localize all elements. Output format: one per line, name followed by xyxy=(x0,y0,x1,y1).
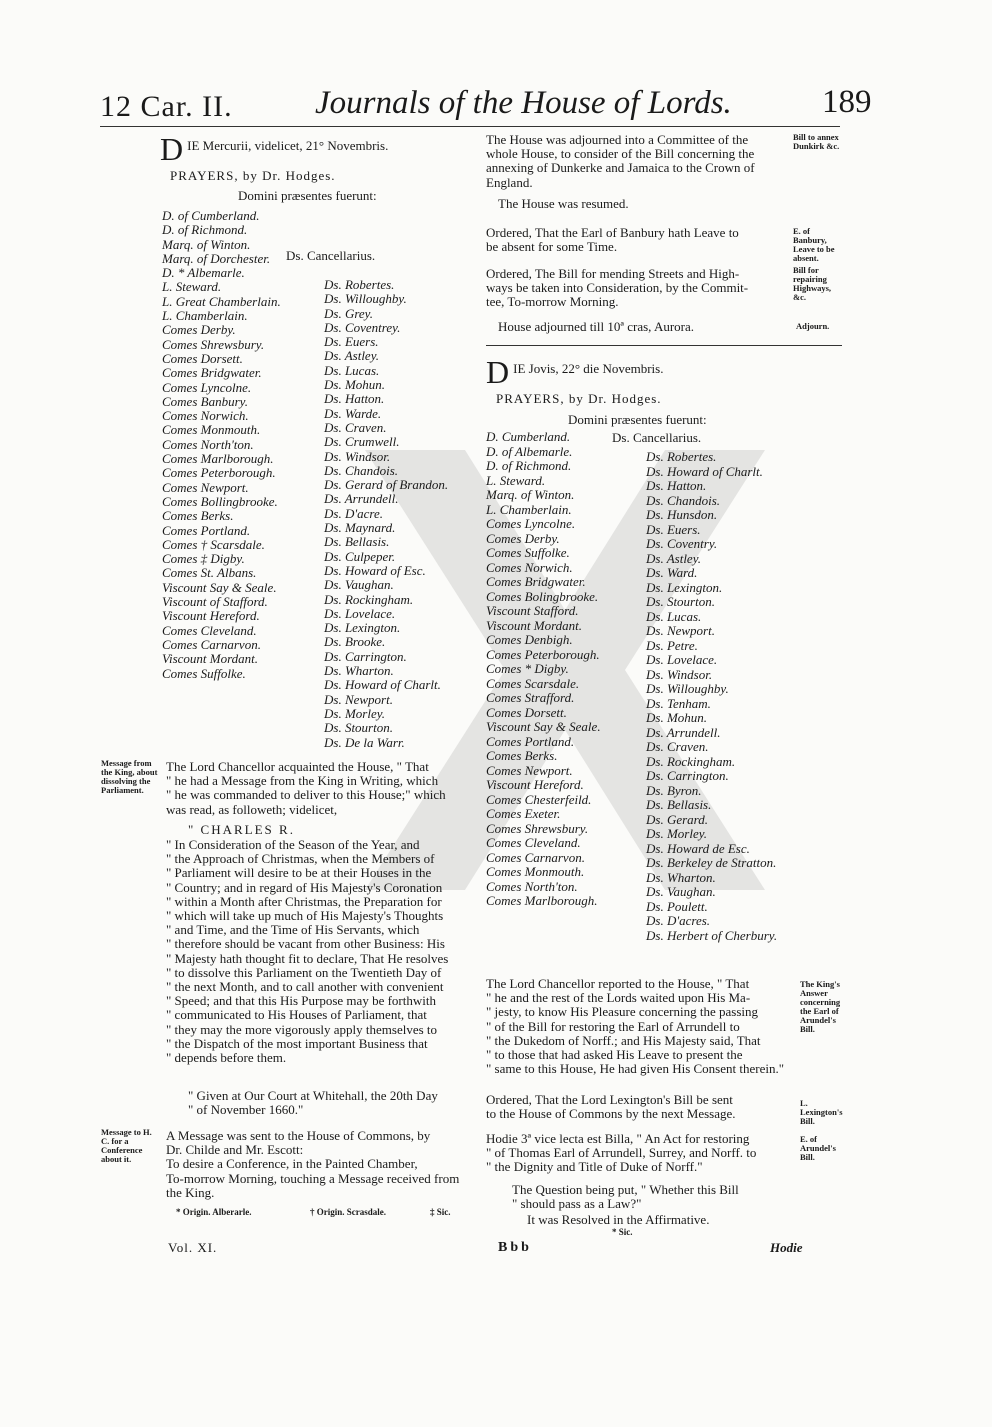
peer-entry: Marq. of Winton. xyxy=(486,487,575,502)
margin-note-arundel-bill: E. of Arundel's Bill. xyxy=(800,1134,836,1162)
text-line: " jesty, to know His Pleasure concerning the passing xyxy=(486,1004,758,1020)
footnote-1: * Origin. Alberarle. xyxy=(176,1207,252,1217)
peer-entry: Ds. D'acre. xyxy=(324,505,383,521)
peer-entry: Ds. Astley. xyxy=(324,348,380,364)
right-p3 xyxy=(486,226,791,254)
text-line: " the Dignity and Title of Duke of Norff." xyxy=(486,1159,703,1175)
text-line: " Country; and in regard of His Majesty's Coronation xyxy=(166,879,443,895)
margin-note-message: Message from the King, about dissolving the Parliament. xyxy=(101,758,158,795)
peer-entry: Ds. Bellasis. xyxy=(646,797,712,812)
peer-entry: Comes Portland. xyxy=(486,733,575,749)
peer-entry: Ds. De la Warr. xyxy=(324,734,405,750)
peer-entry: L. Chamberlain. xyxy=(162,308,248,324)
peer-entry: Ds. Euers. xyxy=(324,334,379,350)
peer-entry: Ds. Hunsdon. xyxy=(646,507,718,522)
right-peers-col2 xyxy=(646,450,777,943)
peer-entry: Comes Shrewsbury. xyxy=(486,820,589,836)
text-line: " they may the more vigorously apply themselves to xyxy=(166,1021,438,1037)
page-number: 189 xyxy=(822,84,872,120)
footnote-sic: * Sic. xyxy=(612,1227,633,1237)
peer-entry: Comes Lyncolne. xyxy=(162,379,252,395)
peer-entry: Ds. Robertes. xyxy=(646,449,717,464)
peer-entry: D. of Richmond. xyxy=(162,222,248,238)
catchword: Hodie xyxy=(770,1240,803,1255)
right-p4 xyxy=(486,267,791,310)
margin-note-lexington: L. Lexington's Bill. xyxy=(800,1098,843,1126)
text-line: " of November 1660." xyxy=(188,1102,304,1118)
peer-entry: Viscount of Stafford. xyxy=(162,594,268,610)
peer-entry: Comes Scarsdale. xyxy=(486,675,580,691)
text-line: " therefore should be vacant from other Business: His xyxy=(166,936,445,952)
margin-note-kings-answer: The King's Answer concerning the Earl of Arundel's Bill. xyxy=(800,979,841,1034)
hodie-paragraph xyxy=(486,1132,798,1175)
peer-entry: Ds. Vaughan. xyxy=(646,884,716,899)
text-line: Ordered, The Bill for mending Streets and High- xyxy=(486,266,740,281)
text-line: ways be taken into Consideration, by the Commit- xyxy=(486,280,749,296)
left-cancellarius: Ds. Cancellarius. xyxy=(286,248,376,263)
peer-entry: D. * Albemarle. xyxy=(162,265,245,281)
peer-entry: D. of Albemarle. xyxy=(486,443,573,459)
peer-entry: Ds. Lexington. xyxy=(324,620,401,636)
peer-entry: D. of Richmond. xyxy=(486,458,572,473)
text-line: the King. xyxy=(166,1184,215,1200)
peer-entry: Comes Monmouth. xyxy=(162,422,261,438)
question-paragraph xyxy=(512,1183,812,1211)
footnote-2: † Origin. Scrasdale. xyxy=(310,1207,386,1217)
given-at-court xyxy=(188,1089,488,1117)
text-line: " he and the rest of the Lords waited upon His Ma- xyxy=(486,990,751,1006)
left-present: Domini præsentes fuerunt: xyxy=(238,188,377,203)
peer-entry: Comes * Digby. xyxy=(486,661,569,676)
peer-entry: Viscount Mordant. xyxy=(486,617,583,633)
peer-entry: Comes Dorsett. xyxy=(162,350,243,366)
right-p1 xyxy=(486,133,791,190)
peer-entry: Comes Derby. xyxy=(486,530,560,546)
margin-note-highways: Bill for repairing Highways, &c. xyxy=(793,265,832,302)
text-line: " the Approach of Christmas, when the Members of xyxy=(166,851,435,867)
peer-entry: Viscount Say & Seale. xyxy=(486,719,601,734)
peer-entry: Comes Berks. xyxy=(162,508,234,524)
peer-entry: L. Steward. xyxy=(486,472,546,488)
text-line: To-morrow Morning, touching a Message received from xyxy=(166,1170,460,1186)
peer-entry: Comes Cleveland. xyxy=(162,622,257,638)
peer-entry: Comes Dorsett. xyxy=(486,704,567,720)
peer-entry: Ds. Lovelace. xyxy=(646,652,718,667)
left-peers-col1 xyxy=(162,209,281,681)
peer-entry: Comes Chesterfeild. xyxy=(486,791,592,807)
left-prayers: PRAYERS, by Dr. Hodges. xyxy=(170,168,336,183)
peer-entry: Ds. Morley. xyxy=(646,826,708,841)
peer-entry: Comes Denbigh. xyxy=(486,632,573,647)
peer-entry: Ds. Chandois. xyxy=(646,492,721,508)
text-line: Hodie 3ª vice lecta est Billa, " An Act for restoring xyxy=(486,1131,750,1146)
margin-note-adjourn: Adjourn. xyxy=(796,321,830,331)
peer-entry: Ds. Howard of Charlt. xyxy=(646,463,763,479)
peer-entry: Viscount Stafford. xyxy=(486,603,579,618)
text-line: " Parliament will desire to be at their Houses in the xyxy=(166,865,432,881)
right-peers-col1 xyxy=(486,430,601,909)
text-line: " Given at Our Court at Whitehall, the 20th Day xyxy=(188,1088,438,1103)
text-line: whole House, to consider of the Bill concerning the xyxy=(486,146,755,162)
signature-mark: Bbb xyxy=(498,1240,532,1255)
peer-entry: Viscount Hereford. xyxy=(162,608,260,624)
right-prayers: PRAYERS, by Dr. Hodges. xyxy=(496,391,662,406)
header-rule xyxy=(100,126,840,127)
peer-entry: Ds. Arrundell. xyxy=(646,724,721,740)
peer-entry: Ds. Windsor. xyxy=(324,448,391,464)
peer-entry: Ds. Tenham. xyxy=(646,695,711,711)
peer-entry: Comes Norwich. xyxy=(486,559,573,575)
chancellor-report xyxy=(486,977,806,1076)
peer-entry: Ds. Lucas. xyxy=(646,608,702,624)
text-line: " within a Month after Christmas, the Preparation for xyxy=(166,893,442,909)
peer-entry: Ds. Byron. xyxy=(646,782,702,798)
peer-entry: Ds. Mohun. xyxy=(324,377,386,393)
peer-entry: Ds. Hatton. xyxy=(646,478,707,493)
left-peers-col2 xyxy=(324,278,448,750)
peer-entry: Viscount Hereford. xyxy=(486,777,584,792)
peer-entry: Viscount Mordant. xyxy=(162,651,259,667)
peer-entry: Ds. Vaughan. xyxy=(324,577,394,593)
peer-entry: Marq. of Dorchester. xyxy=(162,250,271,266)
peer-entry: Viscount Say & Seale. xyxy=(162,579,277,595)
peer-entry: Ds. Craven. xyxy=(324,419,387,435)
peer-entry: Ds. Morley. xyxy=(324,705,386,721)
peer-entry: Ds. Herbert of Cherbury. xyxy=(646,927,778,943)
running-head-title: Journals of the House of Lords. xyxy=(315,85,732,121)
text-line: tee, To-morrow Morning. xyxy=(486,294,619,310)
peer-entry: Ds. Euers. xyxy=(646,521,701,537)
peer-entry: Comes St. Albans. xyxy=(162,565,257,581)
text-line: " Majesty hath thought fit to declare, That He resolves xyxy=(166,950,449,966)
peer-entry: Ds. Lexington. xyxy=(646,579,723,595)
peer-entry: Ds. Rockingham. xyxy=(646,753,736,769)
peer-entry: Ds. Gerard. xyxy=(646,811,708,827)
peer-entry: Ds. Petre. xyxy=(646,637,698,653)
peer-entry: Ds. Carrington. xyxy=(646,768,729,783)
peer-entry: Ds. Berkeley de Stratton. xyxy=(646,855,777,870)
peer-entry: Comes Bridgwater. xyxy=(486,574,586,589)
peer-entry: Comes Newport. xyxy=(486,762,573,778)
text-line: " which will take up much of His Majesty's Thoughts xyxy=(166,908,444,924)
peer-entry: Comes Bridgwater. xyxy=(162,365,262,381)
peer-entry: Comes Suffolke. xyxy=(486,545,570,560)
peer-entry: Comes Portland. xyxy=(162,522,251,538)
peer-entry: Ds. Windsor. xyxy=(646,666,713,682)
peer-entry: Ds. Howard of Esc. xyxy=(324,562,426,578)
text-line: Ordered, That the Lord Lexington's Bill be sent xyxy=(486,1092,733,1107)
peer-entry: Ds. Culpeper. xyxy=(324,548,396,564)
text-line: England. xyxy=(486,174,533,190)
peer-entry: Ds. D'acres. xyxy=(646,913,711,928)
running-head-reign: 12 Car. II. xyxy=(100,90,233,123)
peer-entry: D. of Cumberland. xyxy=(162,208,260,223)
peer-entry: L. Great Chamberlain. xyxy=(162,293,281,309)
peer-entry: Ds. Newport. xyxy=(646,623,715,638)
peer-entry: Comes Bollingbrooke. xyxy=(162,493,278,509)
text-line: " of Thomas Earl of Arrundell, Surrey, and Norff. to xyxy=(486,1145,757,1161)
peer-entry: Comes Peterborough. xyxy=(162,465,276,481)
peer-entry: Ds. Ward. xyxy=(646,565,698,580)
text-line: The Lord Chancellor acquainted the House, " That xyxy=(166,759,429,774)
conference-paragraph xyxy=(166,1129,486,1200)
text-line: " should pass as a Law?" xyxy=(512,1196,642,1212)
peer-entry: Ds. Howard de Esc. xyxy=(646,840,750,856)
peer-entry: Ds. Lovelace. xyxy=(324,605,396,621)
peer-entry: Comes ‡ Digby. xyxy=(162,551,245,567)
text-line: " communicated to His Houses of Parliament, that xyxy=(166,1007,427,1023)
right-cancellarius: Ds. Cancellarius. xyxy=(612,430,702,445)
text-line: " depends before them. xyxy=(166,1050,287,1066)
peer-entry: Ds. Arrundell. xyxy=(324,491,399,507)
peer-entry: Ds. Maynard. xyxy=(324,520,396,536)
margin-note-dunkirk: Bill to annex Dunkirk &c. xyxy=(793,132,840,151)
peer-entry: Ds. Stourton. xyxy=(324,720,393,736)
peer-entry: Ds. Craven. xyxy=(646,739,709,754)
peer-entry: Comes North'ton. xyxy=(162,436,254,452)
text-line: be absent for some Time. xyxy=(486,239,618,255)
text-line: " In Consideration of the Season of the Year, and xyxy=(166,837,420,852)
peer-entry: Comes Berks. xyxy=(486,748,558,763)
right-date-heading: D IE Jovis, 22° die Novembris. xyxy=(486,354,664,390)
peer-entry: Comes Peterborough. xyxy=(486,646,600,662)
margin-note-conference: Message to H. C. for a Conference about it. xyxy=(101,1127,152,1164)
text-line: Dr. Childe and Mr. Escott: xyxy=(166,1142,304,1158)
section-divider xyxy=(486,345,842,346)
text-line: to the House of Commons by the next Message. xyxy=(486,1106,736,1122)
text-line: " he had a Message from the King in Writing, which xyxy=(166,773,439,789)
peer-entry: Comes Bolingbrooke. xyxy=(486,588,599,604)
left-date-heading: D IE Mercurii, videlicet, 21° Novembris. xyxy=(160,131,389,167)
peer-entry: Marq. of Winton. xyxy=(162,236,251,252)
peer-entry: Ds. Robertes. xyxy=(324,277,395,292)
peer-entry: Comes Newport. xyxy=(162,479,249,495)
peer-entry: Comes Lyncolne. xyxy=(486,516,576,531)
peer-entry: Ds. Willoughby. xyxy=(324,291,407,307)
text-line: " same to this House, He had given His Consent therein." xyxy=(486,1061,785,1077)
text-line: " the Dispatch of the most important Business that xyxy=(166,1035,428,1051)
peer-entry: Comes Marlborough. xyxy=(162,451,274,467)
peer-entry: Ds. Crumwell. xyxy=(324,434,400,450)
peer-entry: Ds. Wharton. xyxy=(646,869,716,885)
peer-entry: Ds. Willoughby. xyxy=(646,681,729,696)
peer-entry: Ds. Rockingham. xyxy=(324,591,414,607)
peer-entry: Ds. Coventry. xyxy=(646,536,718,551)
peer-entry: Comes Monmouth. xyxy=(486,864,585,879)
text-line: " he was commanded to deliver to this House;" which xyxy=(166,787,446,803)
charles-signature: " CHARLES R. xyxy=(188,822,295,837)
peer-entry: Ds. Gerard of Brandon. xyxy=(324,477,449,493)
resolved-line: It was Resolved in the Affirmative. xyxy=(527,1212,710,1227)
peer-entry: Ds. Warde. xyxy=(324,405,382,421)
right-present: Domini præsentes fuerunt: xyxy=(568,412,707,427)
text-line: A Message was sent to the House of Commons, by xyxy=(166,1128,431,1143)
ordered-lexington xyxy=(486,1093,796,1121)
text-line: The Lord Chancellor reported to the House, " That xyxy=(486,976,750,991)
message-paragraph xyxy=(166,760,486,817)
peer-entry: Ds. Hatton. xyxy=(324,391,385,407)
volume-label: Vol. XI. xyxy=(168,1240,218,1255)
peer-entry: Ds. Brooke. xyxy=(324,634,386,650)
text-line: To desire a Conference, in the Painted Chamber, xyxy=(166,1156,418,1172)
text-line: " the Dukedom of Norff.; and His Majesty said, That xyxy=(486,1032,761,1048)
peer-entry: Ds. Howard of Charlt. xyxy=(324,677,441,693)
peer-entry: L. Steward. xyxy=(162,279,222,295)
text-line: Ordered, That the Earl of Banbury hath Leave to xyxy=(486,225,739,240)
peer-entry: Comes Cleveland. xyxy=(486,835,581,850)
peer-entry: Comes Banbury. xyxy=(162,393,248,409)
peer-entry: Ds. Bellasis. xyxy=(324,534,390,550)
peer-entry: Comes Suffolke. xyxy=(162,665,246,681)
text-line: was read, as followeth; videlicet, xyxy=(166,801,338,817)
text-line: The Question being put, " Whether this Bill xyxy=(512,1182,739,1197)
footnote-3: ‡ Sic. xyxy=(430,1207,451,1217)
peer-entry: L. Chamberlain. xyxy=(486,501,572,517)
peer-entry: Comes Carnarvon. xyxy=(486,849,585,865)
right-p5: House adjourned till 10ª cras, Aurora. xyxy=(498,319,695,334)
king-letter xyxy=(166,838,486,1065)
right-p2: The House was resumed. xyxy=(498,196,629,211)
text-line: " to those that had asked His Leave to present the xyxy=(486,1047,743,1063)
peer-entry: D. Cumberland. xyxy=(486,429,571,444)
peer-entry: Comes Exeter. xyxy=(486,806,561,821)
peer-entry: Comes Norwich. xyxy=(162,408,249,424)
peer-entry: Ds. Lucas. xyxy=(324,362,380,378)
peer-entry: Ds. Newport. xyxy=(324,691,393,707)
text-line: " of the Bill for restoring the Earl of Arrundell to xyxy=(486,1018,740,1034)
text-line: The House was adjourned into a Committee of the xyxy=(486,132,749,147)
peer-entry: Comes Strafford. xyxy=(486,690,575,705)
peer-entry: Comes † Scarsdale. xyxy=(162,536,265,552)
margin-note-banbury: E. of Banbury, Leave to be absent. xyxy=(793,226,835,263)
peer-entry: Comes North'ton. xyxy=(486,878,578,894)
peer-entry: Ds. Stourton. xyxy=(646,594,715,609)
peer-entry: Comes Marlborough. xyxy=(486,893,598,908)
peer-entry: Comes Shrewsbury. xyxy=(162,336,265,352)
peer-entry: Ds. Mohun. xyxy=(646,710,708,725)
text-line: " to dissolve this Parliament on the Twentieth Day of xyxy=(166,964,442,980)
peer-entry: Ds. Carrington. xyxy=(324,648,407,664)
peer-entry: Ds. Wharton. xyxy=(324,663,394,679)
peer-entry: Ds. Coventrey. xyxy=(324,319,401,335)
text-line: annexing of Dunkerke and Jamaica to the Crown of xyxy=(486,160,755,176)
text-line: " the next Month, and to call another with convenient xyxy=(166,979,444,995)
text-line: " and Time, and the Time of His Servants, which xyxy=(166,922,420,938)
peer-entry: Comes Carnarvon. xyxy=(162,636,261,652)
peer-entry: Ds. Chandois. xyxy=(324,462,399,478)
peer-entry: Ds. Astley. xyxy=(646,550,702,566)
text-line: " Speed; and that this His Purpose may be forthwith xyxy=(166,993,436,1009)
peer-entry: Ds. Grey. xyxy=(324,305,373,321)
peer-entry: Ds. Poulett. xyxy=(646,898,708,914)
peer-entry: Comes Derby. xyxy=(162,322,236,338)
